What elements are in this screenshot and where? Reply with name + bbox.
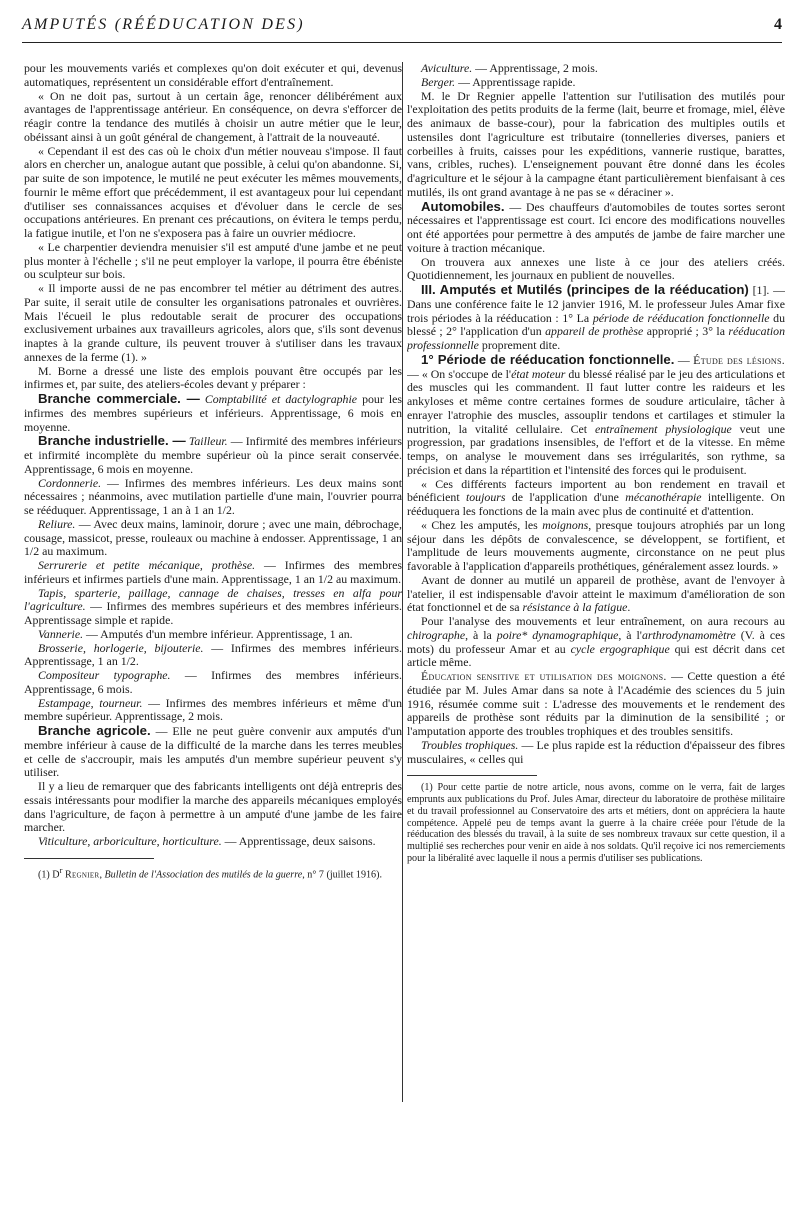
- entry-automobiles: [407, 200, 785, 256]
- trade-name: Troubles trophiques.: [421, 737, 519, 752]
- text-run: entraînement physiologique: [594, 421, 732, 436]
- small-caps-heading: Étude des lésions.: [693, 352, 785, 367]
- trade-name: Tailleur.: [188, 434, 228, 449]
- paragraph: [407, 670, 785, 739]
- footnote-sep: ,: [99, 869, 105, 881]
- text-run: , presque toujours atrophiés par un long séjour dans les dépôts de convalescence, se développent, se fortifient, et l'amplitude de leurs mouvements augmente, circonstance on ne peut plus favorable à l'application d'appareils prothétiques, généralement assez lourds. »: [407, 517, 785, 573]
- entry-estampage: [24, 697, 402, 725]
- entry-compositeur: [24, 669, 402, 697]
- entry-cordonnerie: [24, 477, 402, 518]
- entry-text: — Apprentissage, 2 mois.: [472, 62, 598, 75]
- trade-name: Viticulture, arboriculture, horticulture.: [38, 834, 222, 848]
- footnote-rule: [407, 775, 537, 776]
- entry-commercial: [24, 392, 402, 434]
- trade-name: Cordonnerie.: [38, 475, 102, 490]
- footnote-title: Bulletin de l'Association des mutilés de la guerre: [104, 869, 303, 881]
- footnote: (1) Pour cette partie de notre article, nous avons, comme on le verra, fait de larges emprunts aux publications du Prof. Jules Amar, directeur du laboratoire de prothèse militaire et du travail professionnel au Conservatoire des arts et métiers, dont on appréciera la haute compétence. Appelé peu de temps avant la guerre à la chaire créée pour l'étude de la rééducation des blessés du travail, à la suite de ses nombreux travaux sur cette question, il a multiplié ses recherches pour venir en aide à nos soldats. Qu'il reçoive ici nos remerciements pour la libéralité avec laquelle il nous a permis d'utiliser ses publications.: [407, 782, 785, 865]
- footnote-rule: [24, 858, 154, 859]
- entry-text: — Amputés d'un membre inférieur. Apprentissage, 1 an.: [83, 626, 353, 641]
- paragraph: [407, 519, 785, 574]
- text-run: moignons: [542, 517, 589, 532]
- trade-name: Aviculture.: [421, 62, 473, 75]
- paragraph: M. le Dr Regnier appelle l'attention sur l'utilisation des mutilés pour l'exploitation des petits produits de la ferme (lait, beurre et fromage, miel, élève des animaux de basse-cour), pour la fabrication des multiples outils et ustensiles dont l'agriculture est tributaire (tonnelleries diverses, paniers et corbeilles à fruits, caisses pour les expéditions, vannerie rustique, barattes, vans, cribles, ruches). L'enseignement pouvant être donné dans les écoles d'agriculture et le séjour à la campagne étant particulièrement bienfaisant à ces mutilés, ils ont grand avantage à ne pas se « déraciner ».: [407, 88, 785, 199]
- entry-agricole: [24, 724, 402, 780]
- section-heading: III. Amputés et Mutilés (principes de la rééducation): [421, 282, 749, 297]
- text-run: , à la: [465, 627, 497, 642]
- text-run: intelligente. On rééduquera les fonctions de la main avec plus de continuité et d'attention.: [407, 490, 785, 518]
- entry-text: — Infirmes des membres inférieurs. Apprentissage, 1 an 1/2.: [24, 640, 402, 669]
- branch-heading: Branche commerciale. —: [38, 391, 200, 406]
- trade-name: Comptabilité et dactylographie: [204, 392, 358, 406]
- text-run: — « On s'occupe de l': [407, 366, 512, 381]
- trade-name: Compositeur typographe.: [38, 668, 171, 682]
- text-run: état moteur: [511, 366, 566, 381]
- entry-tapis: [24, 587, 402, 628]
- text-run: du blessé ; 2° l'application d'un: [407, 310, 785, 339]
- entry-text: pour les infirmes des membres supérieurs et inférieurs. Apprentissage, 6 mois en moyenne.: [24, 392, 402, 434]
- trade-name: Berger.: [421, 74, 456, 89]
- footnote-author: Regnier: [64, 869, 100, 881]
- footnote: [24, 865, 402, 881]
- text-run: de l'application d'une: [505, 490, 626, 505]
- entry-text: — Apprentissage, deux saisons.: [221, 834, 376, 848]
- entry-aviculture: [407, 62, 785, 76]
- subsection-heading: 1° Période de rééducation fonctionnelle.: [421, 351, 675, 367]
- column-divider: [402, 62, 403, 1102]
- running-title: AMPUTÉS (RÉÉDUCATION DES): [22, 16, 305, 33]
- text-run: veut une progression, par gradations insensibles, de l'effort et de la vitesse. En même temps, on analyse le mouvement dans ses irrégularités, son rythme, sa précision et dans la répartition et l'intensité des forces qui le produisent.: [407, 421, 785, 477]
- text-run: .: [627, 600, 631, 615]
- text-run: poire* dynamographique: [496, 627, 619, 642]
- left-column: [24, 62, 402, 1180]
- trade-name: Brosserie, horlogerie, bijouterie.: [38, 640, 204, 655]
- trade-name: Reliure.: [38, 516, 76, 531]
- paragraph: « Il importe aussi de ne pas encombrer tel métier au détriment des autres. Par suite, il serait utile de consulter les organisations patronales et ouvrières. Mais l'écueil le plus redoutable serait de procurer des occupations exclusivement urbaines aux travailleurs agricoles, alors que, s'ils sont devenus inaptes à la grande culture, ils peuvent trouver à s'utiliser dans les travaux annexes de la ferme (1). »: [24, 281, 402, 364]
- text-run: mécanothérapie: [625, 490, 702, 505]
- entry-text: — Le plus rapide est la réduction d'épaisseur des fibres musculaires, « celles qui: [407, 737, 785, 766]
- text-run: du blessé réalisé par le jeu des articulations et des muscles qui les commandent. Il faut lutter contre les raideurs et les ankyloses et même contre certaines formes de soudure articulaire, tâcher à enrayer l'atrophie des muscles, assouplir tendons et cartilages et stimuler la nutrition, la vitalité cellulaire. Cet: [407, 366, 785, 436]
- text-run: — Cette question a été étudiée par M. Jules Amar dans sa note à l'Académie des sciences du 5 juin 1916, résumée comme suit : L'adresse des mouvements et le rendement des appareils de prothèse sont réduits par la diminution de la sensibilité ; or l'amputation apporte des troubles trophiques et des troubles sensitifs.: [407, 669, 785, 738]
- paragraph: On trouvera aux annexes une liste à ce jour des ateliers créés. Quotidiennement, les journaux en publient de nouvelles.: [407, 254, 785, 283]
- paragraph: M. Borne a dressé une liste des emplois pouvant être occupés par les infirmes et, par suite, des ateliers-écoles devant y préparer :: [24, 363, 402, 392]
- entry-text: — Infirmes des membres inférieurs et même d'un membre supérieur. Apprentissage, 2 mois.: [24, 695, 402, 724]
- page-number: 4: [774, 16, 782, 33]
- paragraph: pour les mouvements variés et complexes qu'on doit exécuter et qui, devenus automatiques, représentent un considérable effort d'entraînement.: [24, 62, 402, 89]
- entry-text: — Infirmes des membres inférieurs. Les deux mains sont nécessaires ; néanmoins, avec mutilation partielle d'une main, l'ouvrier pourra se rééduquer. Apprentissage, 1 an à 1 an 1/2.: [24, 475, 402, 517]
- text-run: approprié ; 3° la: [643, 324, 729, 339]
- text-run: chirographe: [407, 627, 466, 642]
- text-run: « Ces différents facteurs importent au bon rendement en travail et bénéficient: [407, 476, 785, 505]
- text-run: [1]. — Dans une conférence faite le 12 janvier 1916, M. le professeur Jules Amar fixe trois périodes à la rééducation : 1° La: [407, 283, 785, 325]
- entry-text: — Elle ne peut guère convenir aux amputés d'un membre inférieur à cause de la difficulté de la marche dans les terres meubles et celle de s'accroupir, mais les amputés d'un membre supérieur peuvent s'y utiliser.: [24, 724, 402, 780]
- entry-text: — Infirmes des membres supérieurs et des membres inférieurs. Apprentissage simple et rapide.: [24, 599, 402, 627]
- entry-text: — Des chauffeurs d'automobiles de toutes sortes seront nécessaires et l'apprentissage est court. Ici encore des modifications nouvelles ont été apportées pour permettre à des amputés de jambe de faire marcher une voiture à traction mécanique.: [407, 199, 785, 255]
- trade-name: Tapis, sparterie, paillage, cannage de chaises, tresses en alfa pour l'agriculture.: [24, 585, 402, 614]
- text-run: arthrodynamomètre: [641, 627, 736, 642]
- entry-text: — Infirmité des membres inférieurs et infirmité incomplète du membre supérieur où la pince serait conservée. Apprentissage, 6 mois en moyenne.: [24, 434, 402, 476]
- text-run: rééducation professionnelle: [407, 324, 785, 352]
- entry-viticulture: [24, 835, 402, 849]
- trade-name: Estampage, tourneur.: [38, 695, 143, 710]
- text-run: Avant de donner au mutilé un appareil de prothèse, avant de l'envoyer à l'atelier, il est indispensable d'avoir atteint le maximum d'amélioration de son état fonctionnel et de sa: [407, 572, 785, 615]
- footnote-number: (1) D: [38, 869, 60, 881]
- small-caps-heading: Éducation sensitive et utilisation des moignons.: [421, 669, 667, 683]
- text-run: (V. à ces mots) du professeur Amar et au: [407, 627, 785, 656]
- text-run: , à l': [618, 627, 642, 642]
- text-run: période de rééducation fonctionnelle: [592, 310, 770, 325]
- text-run: qui est décrit dans cet article même.: [407, 641, 785, 670]
- paragraph: « Le charpentier deviendra menuisier s'il est amputé d'une jambe et ne peut plus monter à l'échelle ; s'il ne peut employer la varlope, il pourra être ébéniste ou sculpteur sur bois.: [24, 239, 402, 282]
- entry-serrurerie: [24, 559, 402, 587]
- text-run: proprement dite.: [478, 338, 561, 352]
- period-one: [407, 353, 785, 478]
- section-three: [407, 283, 785, 353]
- entry-text: — Infirmes des membres inférieurs. Apprentissage, 6 mois.: [24, 668, 402, 696]
- paragraph: « On ne doit pas, surtout à un certain âge, renoncer délibérément aux avantages de l'apprentissage antérieur. En conséquence, on devra s'efforcer de réagir contre la tendance des mutilés à choisir un autre métier que le leur, obéissant ainsi à un goût général de changement, à l'attrait de la nouveauté.: [24, 88, 402, 144]
- branch-heading: Automobiles.: [421, 198, 505, 214]
- paragraph: Il y a lieu de remarquer que des fabricants intelligents ont déjà entrepris des essais intéressants pour modifier la marche des appareils mécaniques employés dans l'agriculture, de façon à permettre à un amputé d'une jambe de les faire marcher.: [24, 779, 402, 835]
- paragraph: « Cependant il est des cas où le choix d'un métier nouveau s'impose. Il faut alors en chercher un, analogue autant que possible, à celui qu'on abandonne. Si, par suite de son impotence, le mutilé ne peut exécuter les mêmes mouvements, fournir le même effort que précédemment, il est avantageux pour lui cependant d'utiliser ses connaissances acquises et d'évoluer dans le cercle de ses occupations antérieures. En prenant ces précautions, on évitera le temps perdu, la fatigue inutile, et l'on ne s'exposera pas à faire un ouvrier médiocre.: [24, 143, 402, 240]
- branch-heading: Branche industrielle. —: [38, 433, 186, 449]
- entry-brosserie: [24, 642, 402, 670]
- text-run: —: [674, 352, 694, 367]
- paragraph: [407, 478, 785, 519]
- footnote-sup: r: [59, 865, 63, 875]
- entry-berger: [407, 76, 785, 90]
- branch-heading: Branche agricole.: [38, 723, 151, 738]
- text-run: Pour l'analyse des mouvements et leur entraînement, on aura recours au: [421, 614, 785, 628]
- text-run: résistance à la fatigue: [522, 600, 628, 615]
- text-run: appareil de prothèse: [545, 324, 644, 339]
- trade-name: Serrurerie et petite mécanique, prothèse.: [38, 558, 256, 572]
- trade-name: Vannerie.: [38, 626, 84, 641]
- footnote-rest: , n° 7 (juillet 1916).: [302, 869, 382, 881]
- entry-vannerie: [24, 628, 402, 642]
- text-run: « Chez les amputés, les: [421, 517, 543, 532]
- text-run: cycle ergographique: [570, 641, 670, 656]
- paragraph: [407, 615, 785, 670]
- entry-industrial: [24, 434, 402, 476]
- entry-troubles: [407, 739, 785, 767]
- entry-text: — Avec deux mains, laminoir, dorure ; avec une main, débrochage, cousage, massicot, presse, rouleaux ou machine à endosser. Apprentissage, 1 an 1/2 au maximum.: [24, 516, 402, 559]
- entry-text: — Apprentissage rapide.: [455, 74, 576, 89]
- entry-text: — Infirmes des membres inférieurs et infirmes partiels d'une main. Apprentissage, 1 an 1/2 au maximum.: [24, 558, 402, 586]
- right-column: [407, 62, 785, 1180]
- entry-reliure: [24, 518, 402, 559]
- text-run: toujours: [465, 490, 506, 505]
- paragraph: [407, 574, 785, 615]
- running-header: [22, 14, 782, 43]
